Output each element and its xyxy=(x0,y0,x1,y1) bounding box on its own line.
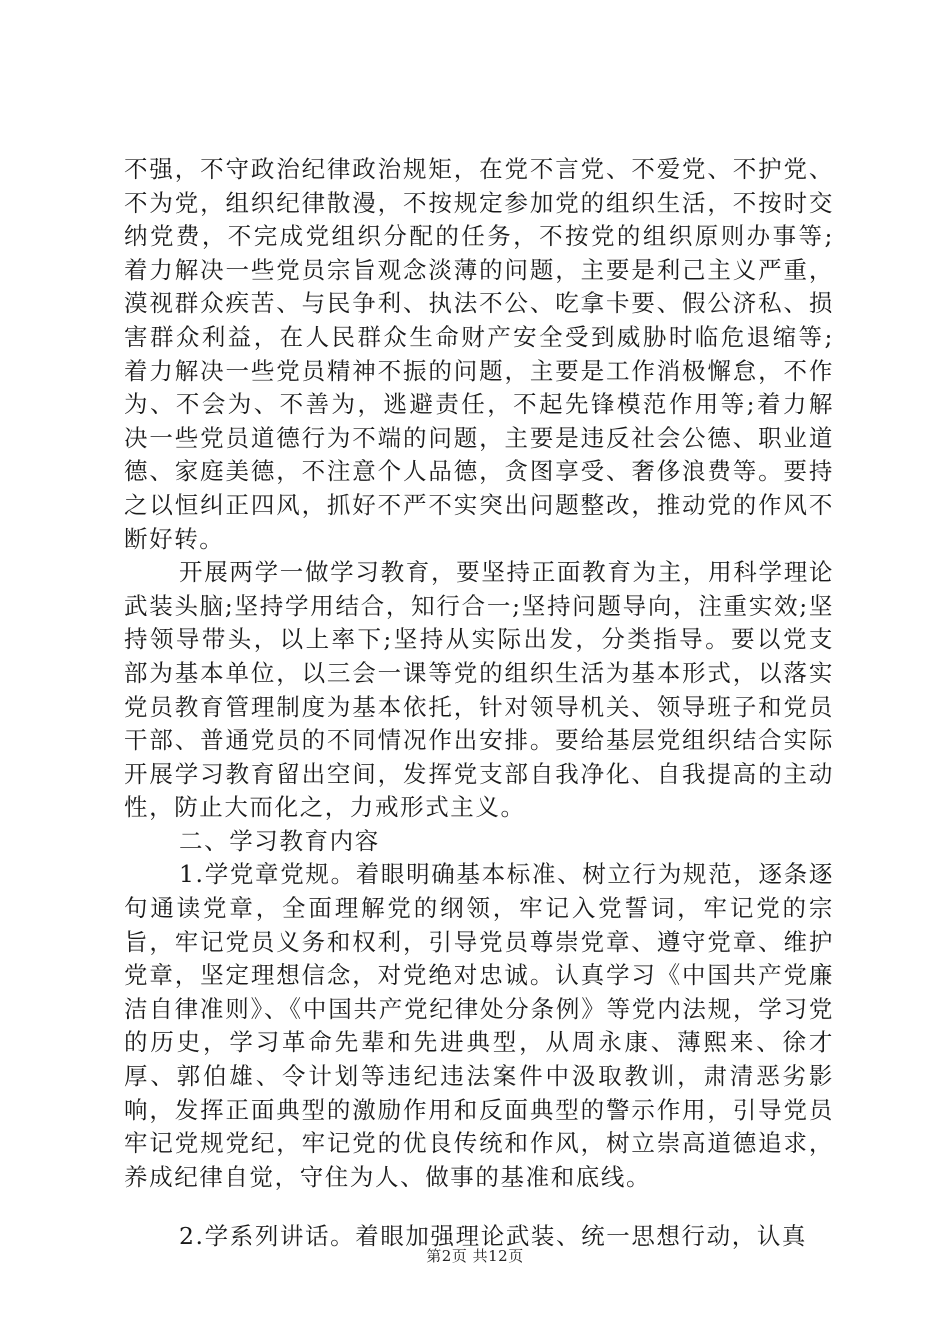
paragraph-item-2: 2.学系列讲话。着眼加强理论武装、统一思想行动，认真 xyxy=(179,1222,808,1251)
document-body xyxy=(124,153,834,1254)
section-heading: 二、学习教育内容 xyxy=(179,826,380,855)
paragraph-item-1: 1.学党章党规。着眼明确基本标准、树立行为规范，逐条逐句通读党章，全面理解党的纲领，牢记入党誓词，牢记党的宗旨，牢记党员义务和权利，引导党员尊崇党章、遵守党章、维护党章，坚定理想信念，对党绝对忠诚。认真学习《中国共产党廉洁自律准则》、《中国共产党纪律处分条例》等党内法规，学习党的历史，学习革命先辈和先进典型，从周永康、薄熙来、徐才厚、郭伯雄、令计划等违纪违法案件中汲取教训，肃清恶劣影响，发挥正面典型的激励作用和反面典型的警示作用，引导党员牢记党规党纪，牢记党的优良传统和作风，树立崇高道德追求，养成纪律自觉，守住为人、做事的基准和底线。 xyxy=(124,860,834,1191)
page-number-footer: 第2页 共12页 xyxy=(426,1247,524,1265)
paragraph-principles: 开展两学一做学习教育，要坚持正面教育为主，用科学理论武装头脑;坚持学用结合，知行合一;坚持问题导向，注重实效;坚持领导带头，以上率下;坚持从实际出发，分类指导。要以党支部为基本单位，以三会一课等党的组织生活为基本形式，以落实党员教育管理制度为基本依托，针对领导机关、领导班子和党员干部、普通党员的不同情况作出安排。要给基层党组织结合实际开展学习教育留出空间，发挥党支部自我净化、自我提高的主动性，防止大而化之，力戒形式主义。 xyxy=(124,558,834,822)
paragraph-continued: 不强，不守政治纪律政治规矩，在党不言党、不爱党、不护党、不为党，组织纪律散漫，不按规定参加党的组织生活，不按时交纳党费，不完成党组织分配的任务，不按党的组织原则办事等;着力解决一些党员宗旨观念淡薄的问题，主要是利己主义严重，漠视群众疾苦、与民争利、执法不公、吃拿卡要、假公济私、损害群众利益，在人民群众生命财产安全受到威胁时临危退缩等;着力解决一些党员精神不振的问题，主要是工作消极懈怠，不作为、不会为、不善为，逃避责任，不起先锋模范作用等;着力解决一些党员道德行为不端的问题，主要是违反社会公德、职业道德、家庭美德，不注意个人品德，贪图享受、奢侈浪费等。要持之以恒纠正四风，抓好不严不实突出问题整改，推动党的作风不断好转。 xyxy=(124,155,834,553)
